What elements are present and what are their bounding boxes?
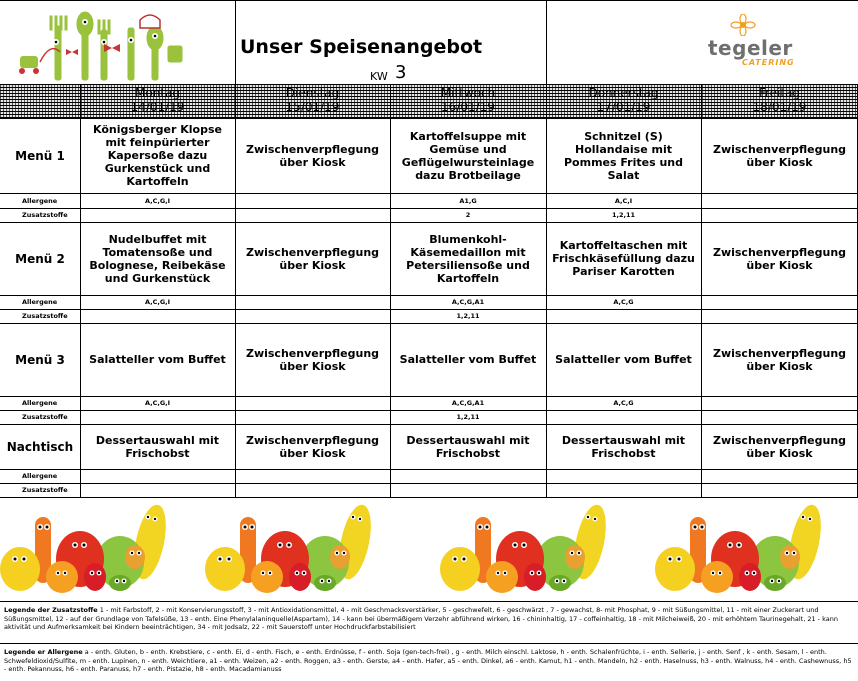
grid-line [0, 295, 858, 296]
dish-cell: Salatteller vom Buffet [555, 353, 692, 366]
allergene-value [701, 396, 858, 410]
header-divider [235, 0, 236, 84]
zusatzstoffe-value [701, 410, 858, 424]
allergene-value [235, 396, 390, 410]
dish-cell: Schnitzel (S) Hollandaise mit Pommes Frites und Salat [563, 129, 684, 182]
day-date: 15/01/19 [285, 100, 340, 114]
top-border [0, 0, 858, 1]
grid-line [0, 410, 858, 411]
legend-allergene-text: a - enth. Gluten, b - enth. Krebstiere, c - enth. Ei, d - enth. Fisch, e - enth. Erdnüsse, f - enth. Soja (gen-tech-frei) , g - enth. Milch einschl. Laktose, h - enth. Schalenfrüchte, i - enth. Sellerie, j - enth. Senf , k - enth. Sesam, l - enth. Schwefeldioxid/Sulfite, m - enth. Lupinen, n - enth. Weichtiere, a1 - enth. Weizen, a2 - enth. Roggen, a3 - enth. Gerste, a4 - enth. Hafer, a5 - enth. Dinkel, a6 - enth. Kamut, h1 - enth. Mandeln, h2 - enth. Haselnuss, h3 - enth. Walnuss, h4 - enth. Cashewnuss, h5 - enth. Pekannuss, h6 - enth. Paranuss, h7 - enth. Pistazie, h8 - enth. Macadamianuss [4, 648, 852, 673]
dish-cell: Zwischenverpflegung über Kiosk [712, 142, 847, 169]
day-date: 14/01/19 [130, 100, 185, 114]
page-title: Unser Speisenangebot [240, 36, 483, 58]
grid-line [546, 84, 547, 118]
dish-cell: Zwischenverpflegung über Kiosk [245, 142, 380, 169]
zusatzstoffe-value: 1,2,11 [456, 312, 480, 320]
grid-line [390, 118, 391, 222]
grid-line [390, 222, 391, 323]
legend-zusatzstoffe-text: 1 - mit Farbstoff, 2 - mit Konservierungsstoff, 3 - mit Antioxidationsmittel, 4 - mit Geschmacksverstärker, 5 - geschwefelt, 6 - geschwärzt , 7 - gewachst, 8- mit Phosphat, 9 - mit Süßungsmittel, 11 - mit einer Zuckerart und Süßungsmittel, 12 - auf der Grundlage von Tafelsüße, 13 - enth. Eine Phenylalaninquelle(Aspartam), 14 - kann bei übermäßigem Verzehr abführend wirken, 16 - chininhaltig, 17 - coffeinhaltig, 18 - mit Milcheiweiß, 20 - mit erhöhtem Taurinegehalt, 21 - kann aktivität und Aufmerksamkeit bei Kindern beeinträchtigen, 34 - mit Jodsalz, 22 - mit Sauerstoff unter Hochdruckfarbstabilisiert [4, 606, 838, 631]
dish-cell: Dessertauswahl mit Frischobst [561, 433, 686, 460]
dish-cell: Salatteller vom Buffet [89, 353, 226, 366]
grid-line [546, 222, 547, 323]
zusatzstoffe-value [235, 309, 390, 323]
allergene-value [701, 295, 858, 309]
grid-line [80, 118, 81, 222]
grid-line [0, 483, 858, 484]
zusatzstoffe-value [80, 208, 235, 222]
zusatzstoffe-value [235, 208, 390, 222]
grid-line [390, 424, 391, 497]
allergene-label: Allergene [22, 472, 58, 480]
allergene-label: Allergene [22, 196, 58, 205]
zusatzstoffe-label: Zusatzstoffe [22, 486, 68, 494]
dish-cell: Zwischenverpflegung über Kiosk [712, 346, 847, 373]
grid-line [235, 84, 236, 118]
day-header-4 [701, 86, 858, 120]
logo-text: tegeler [708, 36, 793, 60]
zusatzstoffe-value: 1,2,11 [456, 413, 480, 421]
grid-line [390, 323, 391, 424]
zusatzstoffe-value [701, 208, 858, 222]
allergene-value: A,C,G,I [144, 196, 171, 205]
dish-cell: Salatteller vom Buffet [399, 353, 537, 366]
dish-cell: Dessertauswahl mit Frischobst [95, 433, 220, 460]
allergene-value: A,C,G [613, 399, 634, 407]
allergene-value: A,C,G,A1 [451, 298, 485, 306]
zusatzstoffe-value [235, 410, 390, 424]
grid-line [0, 193, 858, 194]
dish-cell: Kartoffeltaschen mit Frischkäsefüllung dazu Pariser Karotten [552, 239, 695, 278]
allergene-value: A,C,G,I [144, 298, 171, 306]
grid-line [0, 208, 858, 209]
grid-line [701, 323, 702, 424]
grid-line [701, 424, 702, 497]
zusatzstoffe-value [80, 309, 235, 323]
grid-line [0, 309, 858, 310]
grid-line [546, 424, 547, 497]
allergene-value [390, 469, 546, 483]
grid-line [0, 469, 858, 470]
legend-allergene [4, 648, 854, 674]
zusatzstoffe-label: Zusatzstoffe [22, 413, 68, 421]
day-date: 16/01/19 [441, 100, 495, 114]
dish-cell: Zwischenverpflegung über Kiosk [245, 346, 380, 373]
dish-cell: Zwischenverpflegung über Kiosk [245, 245, 380, 272]
grid-line [80, 84, 81, 118]
grid-line [80, 323, 81, 424]
zusatzstoffe-value [390, 483, 546, 497]
dish-cell: Zwischenverpflegung über Kiosk [712, 245, 847, 272]
grid-line [701, 222, 702, 323]
flower-logo-icon [728, 14, 758, 36]
allergene-value: A,C,G,I [144, 399, 171, 407]
grid-line [546, 323, 547, 424]
zusatzstoffe-value [546, 410, 701, 424]
day-header-2 [390, 86, 546, 120]
zusatzstoffe-value: 1,2,11 [611, 211, 636, 219]
allergene-value: A1,G [459, 196, 477, 205]
day-date: 18/01/19 [752, 100, 807, 114]
grid-line [390, 84, 391, 118]
allergene-value [701, 193, 858, 208]
menu-label: Menü 3 [15, 352, 65, 367]
day-date: 17/01/19 [596, 100, 651, 114]
legend-zusatzstoffe [4, 606, 854, 632]
allergene-label: Allergene [22, 399, 58, 407]
day-header-0 [80, 86, 235, 120]
grid-line [0, 84, 858, 85]
logo-subtext: CATERING [742, 58, 795, 67]
grid-line [0, 643, 858, 644]
allergene-value [546, 469, 701, 483]
grid-line [235, 323, 236, 424]
dish-cell: Dessertauswahl mit Frischobst [406, 433, 530, 460]
grid-line [701, 84, 702, 118]
day-name: Donnerstag [588, 86, 659, 100]
grid-line [235, 118, 236, 222]
allergene-value [80, 469, 235, 483]
allergene-value: A,C,I [614, 196, 633, 205]
zusatzstoffe-label: Zusatzstoffe [22, 211, 68, 219]
allergene-value: A,C,G [613, 298, 634, 306]
day-name: Mittwoch [440, 86, 496, 100]
legend-allergene-title: Legende er Allergene [4, 648, 83, 656]
dish-cell: Blumenkohl-Käsemedaillon mit Petersiliensoße und Kartoffeln [406, 232, 530, 285]
allergene-label: Allergene [22, 298, 58, 306]
grid-line [80, 424, 81, 497]
grid-line [235, 222, 236, 323]
allergene-value [701, 469, 858, 483]
dish-cell: Zwischenverpflegung über Kiosk [712, 433, 847, 460]
zusatzstoffe-value [235, 483, 390, 497]
zusatzstoffe-value [701, 309, 858, 323]
dish-cell: Nudelbuffet mit Tomatensoße und Bolognese, Reibekäse und Gurkenstück [89, 232, 226, 285]
kw-value: 3 [395, 62, 407, 83]
grid-line [80, 222, 81, 323]
zusatzstoffe-value [701, 483, 858, 497]
zusatzstoffe-value [80, 410, 235, 424]
zusatzstoffe-value [546, 309, 701, 323]
allergene-value [235, 193, 390, 208]
kw-label: KW [370, 70, 388, 83]
day-name: Dienstag [285, 86, 340, 100]
zusatzstoffe-label: Zusatzstoffe [22, 312, 68, 320]
cutlery-logo-icon [0, 8, 200, 84]
zusatzstoffe-value [546, 483, 701, 497]
legend-zusatzstoffe-title: Legende der Zusatzstoffe [4, 606, 98, 614]
dish-cell: Königsberger Klopse mit feinpürierter Kapersoße dazu Gurkenstück und Kartoffeln [93, 123, 222, 188]
menu-label: Menü 1 [15, 148, 65, 163]
day-header-3 [546, 86, 701, 120]
zusatzstoffe-value [80, 483, 235, 497]
fruit-decoration [0, 497, 858, 600]
allergene-value: A,C,G,A1 [451, 399, 485, 407]
dish-cell: Kartoffelsuppe mit Gemüse und Geflügelwursteinlage dazu Brotbeilage [401, 129, 535, 182]
allergene-value [235, 295, 390, 309]
grid-line [235, 424, 236, 497]
day-header-1 [235, 86, 390, 120]
grid-line [701, 118, 702, 222]
menu-label: Menü 2 [15, 251, 65, 266]
header-divider [546, 0, 547, 84]
zusatzstoffe-value: 2 [465, 211, 471, 219]
day-name: Freitag [758, 86, 801, 100]
menu-label: Nachtisch [6, 439, 74, 454]
dish-cell: Zwischenverpflegung über Kiosk [245, 433, 380, 460]
grid-line [0, 601, 858, 602]
day-name: Montag [135, 86, 180, 100]
allergene-value [235, 469, 390, 483]
grid-line [0, 396, 858, 397]
grid-line [546, 118, 547, 222]
